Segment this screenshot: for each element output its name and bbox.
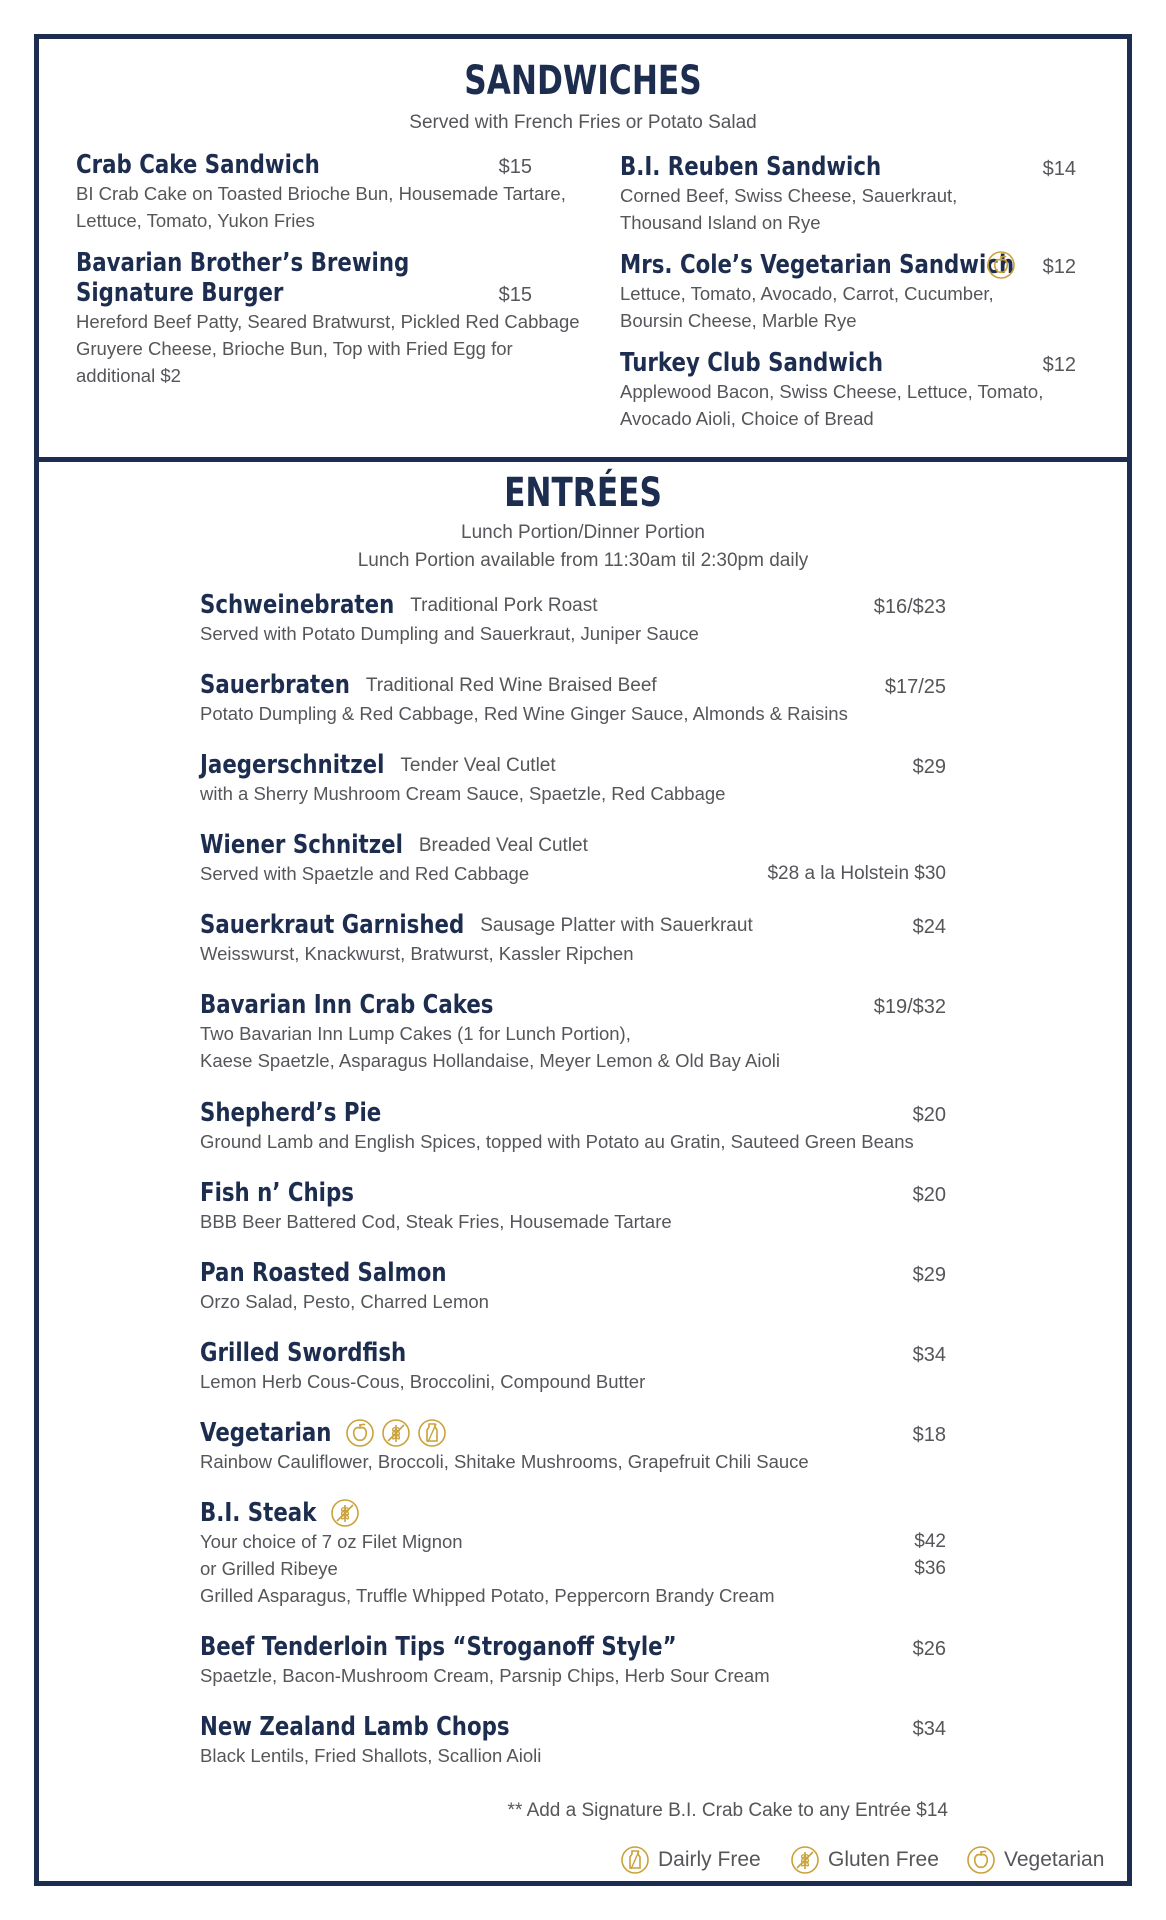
item-desc-text: Weisswurst, Knackwurst, Bratwurst, Kassler Ripchen	[200, 943, 634, 964]
item-name: Fish n’ Chips	[200, 1178, 354, 1208]
item-desc: Avocado Aioli, Choice of Bread	[620, 408, 874, 429]
item-desc-text: BBB Beer Battered Cod, Steak Fries, Housemade Tartare	[200, 1211, 672, 1232]
item-price: $20	[912, 1104, 946, 1126]
item-desc: Gruyere Cheese, Brioche Bun, Top with Fried Egg for	[76, 338, 513, 359]
item-desc-text: Grilled Asparagus, Truffle Whipped Potato, Peppercorn Brandy Cream	[200, 1585, 775, 1606]
dairy-free-icon	[417, 1418, 447, 1448]
menu-item	[620, 348, 1076, 432]
item-tagline: Tender Veal Cutlet	[400, 755, 556, 776]
item-tagline: Traditional Pork Roast	[410, 595, 598, 616]
item-price: $12	[1042, 256, 1076, 278]
item-desc-text: Rainbow Cauliflower, Broccoli, Shitake Mushrooms, Grapefruit Chili Sauce	[200, 1451, 809, 1472]
legend-gluten-free	[790, 1842, 939, 1878]
item-price: $15	[498, 156, 532, 178]
item-price: $20	[912, 1184, 946, 1206]
item-name: Wiener Schnitzel	[200, 830, 403, 860]
item-desc-text: Served with Spaetzle and Red Cabbage	[200, 863, 530, 884]
entree-item	[200, 990, 946, 1074]
item-tagline: Sausage Platter with Sauerkraut	[480, 915, 753, 936]
item-desc	[200, 1528, 946, 1555]
entree-item	[200, 910, 946, 967]
item-desc: Lettuce, Tomato, Avocado, Carrot, Cucumber,	[620, 283, 994, 304]
entree-item	[200, 1712, 946, 1769]
item-tagline: Breaded Veal Cutlet	[418, 835, 588, 856]
entree-item	[200, 670, 946, 727]
sandwiches-title: SANDWICHES	[464, 58, 702, 104]
vegetarian-icon	[966, 1845, 996, 1875]
item-name: New Zealand Lamb Chops	[200, 1712, 510, 1742]
item-price: $34	[912, 1718, 946, 1740]
crab-cake-note: ** Add a Signature B.I. Crab Cake to any Entrée $14	[507, 1800, 948, 1821]
item-name: Sauerbraten	[200, 670, 350, 700]
gluten-free-icon	[790, 1845, 820, 1875]
dairy-free-icon	[620, 1845, 650, 1875]
entrees-hours: Lunch Portion available from 11:30am til 2:30pm daily	[357, 550, 809, 571]
item-desc: Hereford Beef Patty, Seared Bratwurst, Pickled Red Cabbage	[76, 311, 580, 332]
item-name: Sauerkraut Garnished	[200, 910, 465, 940]
item-name: Vegetarian	[200, 1418, 332, 1448]
item-desc-text: Black Lentils, Fried Shallots, Scallion Aioli	[200, 1745, 542, 1766]
item-desc: Boursin Cheese, Marble Rye	[620, 310, 857, 331]
item-desc	[200, 860, 946, 887]
item-desc	[200, 1020, 946, 1047]
item-desc	[200, 1047, 946, 1074]
item-desc-text: Two Bavarian Inn Lump Cakes (1 for Lunch Portion),	[200, 1023, 631, 1044]
item-desc-text: Your choice of 7 oz Filet Mignon	[200, 1531, 463, 1552]
item-name: Mrs. Cole’s Vegetarian Sandwich	[620, 250, 1015, 280]
item-price: $24	[912, 916, 946, 938]
item-tagline: Traditional Red Wine Braised Beef	[365, 675, 657, 696]
item-price: $28 a la Holstein $30	[767, 863, 946, 884]
menu-item	[76, 150, 566, 234]
item-desc-text: Kaese Spaetzle, Asparagus Hollandaise, Meyer Lemon & Old Bay Aioli	[200, 1050, 780, 1071]
item-desc	[200, 1555, 946, 1582]
item-name-line2: Signature Burger	[76, 278, 284, 308]
item-desc-text: or Grilled Ribeye	[200, 1558, 338, 1579]
item-desc-text: Spaetzle, Bacon-Mushroom Cream, Parsnip Chips, Herb Sour Cream	[200, 1665, 770, 1686]
legend-label: Gluten Free	[828, 1848, 939, 1871]
entrees-title: ENTRÉES	[504, 470, 662, 516]
item-desc	[200, 620, 946, 647]
item-name: Grilled Swordfish	[200, 1338, 407, 1368]
item-desc-text: Ground Lamb and English Spices, topped with Potato au Gratin, Sauteed Green Beans	[200, 1131, 914, 1152]
item-name: Crab Cake Sandwich	[76, 150, 320, 180]
menu-item	[620, 250, 1076, 334]
item-name: Shepherd’s Pie	[200, 1098, 382, 1128]
item-desc-text: Orzo Salad, Pesto, Charred Lemon	[200, 1291, 489, 1312]
entree-item	[200, 1178, 946, 1235]
item-desc	[200, 1662, 946, 1689]
item-desc	[200, 700, 946, 727]
item-price: $36	[914, 1558, 946, 1579]
item-desc	[200, 780, 946, 807]
item-desc	[200, 1582, 946, 1609]
item-name: Beef Tenderloin Tips “Stroganoff Style”	[200, 1632, 677, 1662]
item-desc: Thousand Island on Rye	[620, 212, 821, 233]
item-name: Turkey Club Sandwich	[620, 348, 884, 378]
item-price: $34	[912, 1344, 946, 1366]
section-divider	[39, 457, 1127, 462]
item-name: Schweinebraten	[200, 590, 395, 620]
item-price: $12	[1042, 354, 1076, 376]
gluten-free-icon	[330, 1498, 360, 1528]
legend-vegetarian	[966, 1842, 1104, 1878]
item-desc	[200, 1128, 946, 1155]
vegetarian-icon	[345, 1418, 375, 1448]
item-price: $15	[498, 284, 532, 306]
item-name: B.I. Reuben Sandwich	[620, 152, 882, 182]
entrees-subtitle: Lunch Portion/Dinner Portion	[461, 522, 705, 543]
item-name: Jaegerschnitzel	[200, 750, 385, 780]
entree-item	[200, 1418, 946, 1475]
item-price: $26	[912, 1638, 946, 1660]
entree-item	[200, 1098, 946, 1155]
item-desc: Applewood Bacon, Swiss Cheese, Lettuce, Tomato,	[620, 381, 1044, 402]
item-name: Pan Roasted Salmon	[200, 1258, 447, 1288]
item-price: $14	[1042, 158, 1076, 180]
item-desc-text: Lemon Herb Cous-Cous, Broccolini, Compound Butter	[200, 1371, 646, 1392]
entree-item	[200, 1632, 946, 1689]
menu-item	[620, 152, 1076, 236]
item-desc: Corned Beef, Swiss Cheese, Sauerkraut,	[620, 185, 958, 206]
item-desc	[200, 1368, 946, 1395]
item-desc	[200, 940, 946, 967]
item-price: $42	[914, 1531, 946, 1552]
item-desc-text: Potato Dumpling & Red Cabbage, Red Wine Ginger Sauce, Almonds & Raisins	[200, 703, 848, 724]
entree-item	[200, 590, 946, 647]
item-desc: additional $2	[76, 365, 181, 386]
item-desc	[200, 1288, 946, 1315]
item-price: $17/25	[884, 676, 946, 698]
gluten-free-icon	[381, 1418, 411, 1448]
entree-item	[200, 750, 946, 807]
legend-label: Vegetarian	[1004, 1848, 1105, 1871]
item-desc	[200, 1742, 946, 1769]
legend-dairy-free	[620, 1842, 761, 1878]
entree-item	[200, 830, 946, 887]
item-name: B.I. Steak	[200, 1498, 317, 1528]
item-desc-text: Served with Potato Dumpling and Sauerkraut, Juniper Sauce	[200, 623, 699, 644]
menu-item	[76, 248, 580, 389]
item-desc-text: with a Sherry Mushroom Cream Sauce, Spaetzle, Red Cabbage	[200, 783, 726, 804]
entree-item	[200, 1338, 946, 1395]
item-name: Bavarian Inn Crab Cakes	[200, 990, 494, 1020]
legend-label: Dairly Free	[658, 1848, 761, 1871]
entree-item	[200, 1258, 946, 1315]
item-desc	[200, 1208, 946, 1235]
item-name: Bavarian Brother’s Brewing	[76, 248, 410, 278]
item-price: $29	[912, 1264, 946, 1286]
item-desc: BI Crab Cake on Toasted Brioche Bun, Housemade Tartare,	[76, 183, 566, 204]
item-price: $18	[912, 1424, 946, 1446]
item-price: $29	[912, 756, 946, 778]
item-desc: Lettuce, Tomato, Yukon Fries	[76, 210, 315, 231]
entree-item	[200, 1498, 946, 1609]
sandwiches-subtitle: Served with French Fries or Potato Salad	[409, 112, 757, 133]
item-price: $19/$32	[873, 996, 946, 1018]
item-price: $16/$23	[873, 596, 946, 618]
item-desc	[200, 1448, 946, 1475]
vegetarian-icon	[986, 250, 1016, 280]
